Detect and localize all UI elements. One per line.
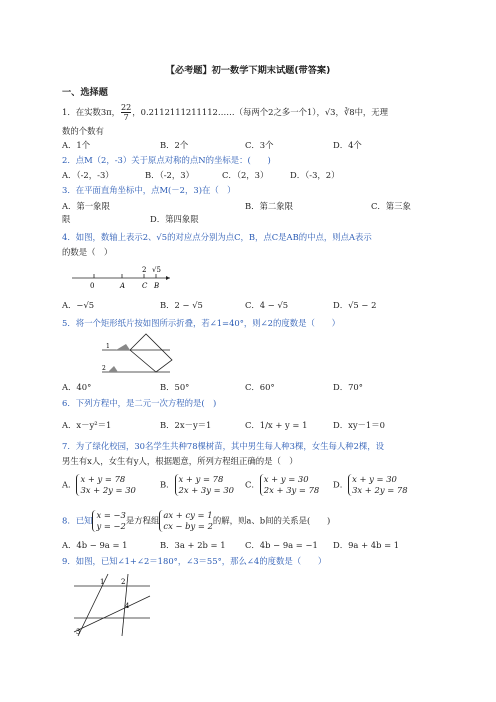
q8-mid: 是方程组 [125,515,160,526]
q4-text: 4．如图，数轴上表示2、√5的对应点分别为点C，B，点C是AB的中点，则点A表示 [62,232,372,242]
q5-option-a: A．40° [62,382,92,392]
q8-option-d: D．9a + 4b = 1 [333,540,400,550]
q8-sys2-eq2: cx − by = 2 [163,521,213,531]
q3-option-c: C．第三象 [371,201,411,211]
q4-option-a: A．−√5 [62,300,95,310]
q7-option-b-label: B． [160,479,175,490]
q7-option-d [333,474,408,496]
q8-post: 的解，则a、b间的关系是( ) [212,515,331,526]
q7-option-c-system [260,474,319,496]
q7-d-eq2: 3x + 2y = 78 [352,485,408,495]
q3-option-d: D．第四象限 [150,214,199,224]
q1-option-c: C．3个 [245,140,274,150]
q6-option-b: B．2x－y＝1 [160,420,212,430]
q7-d-eq1: x + y = 30 [352,474,397,484]
q7-line1: 7．为了绿化校园，30名学生共种78棵树苗，其中男生每人种3棵，女生每人种2棵，设 [62,441,385,451]
q8-pre: 8．已知 [62,515,93,526]
angle-1-mark [116,344,130,350]
angle-2-label: 2 [102,365,106,372]
angle-3-label: 3 [76,628,81,636]
q1-text-c: 中，无理 [354,107,389,117]
q7-option-b [160,474,234,496]
q1-option-d: D．4个 [333,140,362,150]
q7-option-a-label: A． [62,479,77,490]
q2-text: 2．点M（2，-3）关于原点对称的点N的坐标是：( ) [62,155,271,165]
q1-line2: 数的个数有 [62,126,104,136]
q7-option-b-system [175,474,234,496]
q2-option-b: B．（-2，3） [145,170,194,180]
angle-4-label: 4 [125,602,130,610]
q7-option-d-system [348,474,407,496]
q1-cbrt8: ∛8 [343,107,355,117]
q1-text-a: 1．在实数3π， [62,107,121,117]
q7-a-eq2: 3x + 2y = 30 [80,485,136,495]
angle-2-mark [108,366,118,372]
q2-option-c: C．（2，3） [222,170,269,180]
q4-option-d: D．√5 − 2 [333,300,377,310]
q1-sqrt3: √3 [324,107,336,117]
label-b: B [154,282,160,290]
q6-option-d: D．xy－1＝0 [333,420,385,430]
q8-sys1-eq2: y = −2 [96,521,126,531]
q8-sys1-eq1: x = −3 [96,510,126,520]
number-line-arrow [166,276,170,280]
q3-option-b: B．第二象限 [245,201,294,211]
q3-option-c-cont: 限 [62,214,71,224]
q4-option-c: C．4 − √5 [245,300,289,310]
q1-option-b: B．2个 [160,140,189,150]
label-origin: 0 [90,282,95,290]
q8-equation-system [159,510,213,532]
q8-option-a: A．4b − 9a = 1 [62,540,128,550]
q8-line [62,510,330,532]
section-heading: 一、选择题 [62,87,108,98]
q1-text-b: ，0.2112111211112……（每两个2之多一个1）， [132,107,325,117]
q1-frac-den: 7 [123,113,129,122]
q5-folded-rectangle-figure [100,332,180,376]
angle-1-label: 1 [100,578,105,586]
q4-line2: 的数是（ ） [62,247,113,257]
q3-text: 3．在平面直角坐标中，点M(－2，3)在（ ） [62,185,236,195]
q2-option-d: D．（-3，2） [290,170,340,180]
q8-option-b: B．3a + 2b = 1 [160,540,226,550]
q7-a-eq1: x + y = 78 [80,474,126,484]
folded-flap [130,334,172,372]
q5-option-d: D．70° [333,382,363,392]
q6-option-c: C．1/x + y = 1 [245,420,308,430]
q7-option-a-system [76,474,135,496]
q7-b-eq1: x + y = 78 [178,474,224,484]
q7-option-d-label: D． [333,479,349,490]
q2-option-a: A．（-2，-3） [62,170,114,180]
q6-text: 6．下列方程中，是二元一次方程的是( ) [62,398,217,408]
label-sqrt5: √5 [152,266,161,274]
q7-option-c [245,474,319,496]
q7-c-eq2: 2x + 3y = 78 [263,485,320,495]
label-two: 2 [142,266,147,274]
q6-option-a: A．x－y²＝1 [62,420,112,430]
q7-b-eq2: 2x + 3y = 30 [178,485,234,495]
q4-number-line-figure [72,264,172,290]
q7-option-a [62,474,136,496]
page-title: 【必考题】初一数学下期末试题(带答案) [165,65,331,76]
q9-parallel-lines-figure [72,570,152,638]
q9-text: 9．如图，已知∠1+∠2＝180°，∠3＝55°，那么∠4的度数是（ ） [62,556,327,566]
q7-line2: 男生有x人，女生有y人，根据题意，所列方程组正确的是（ ） [62,456,298,466]
q8-solution-system [92,510,125,532]
q1-option-a: A．1个 [62,140,91,150]
q5-option-c: C．60° [245,382,275,392]
q8-option-c: C．4b − 9a = −1 [245,540,318,550]
q4-line1 [62,232,372,243]
q1-line1: 1．在实数3π， $\frac{22}{7}$ ，0.2112111211112……（每两个2之多一个1），√3，∛8中，无理 [62,103,389,122]
q8-sys2-eq1: ax + cy = 1 [163,510,213,520]
q5-option-b: B．50° [160,382,190,392]
q1-frac-num: 22 [121,103,132,112]
q1-fraction [121,103,131,122]
q7-option-c-label: C． [245,479,260,490]
label-c: C [142,282,148,290]
label-a: A [120,282,126,290]
angle-2-label: 2 [121,578,126,586]
q4-option-b: B．2 − √5 [160,300,203,310]
q3-option-a: A．第一象限 [62,201,110,211]
q5-text: 5．将一个矩形纸片按如图所示折叠，若∠1=40°，则∠2的度数是（ ） [62,318,341,328]
q7-c-eq1: x + y = 30 [263,474,309,484]
angle-1-label: 1 [106,343,110,350]
